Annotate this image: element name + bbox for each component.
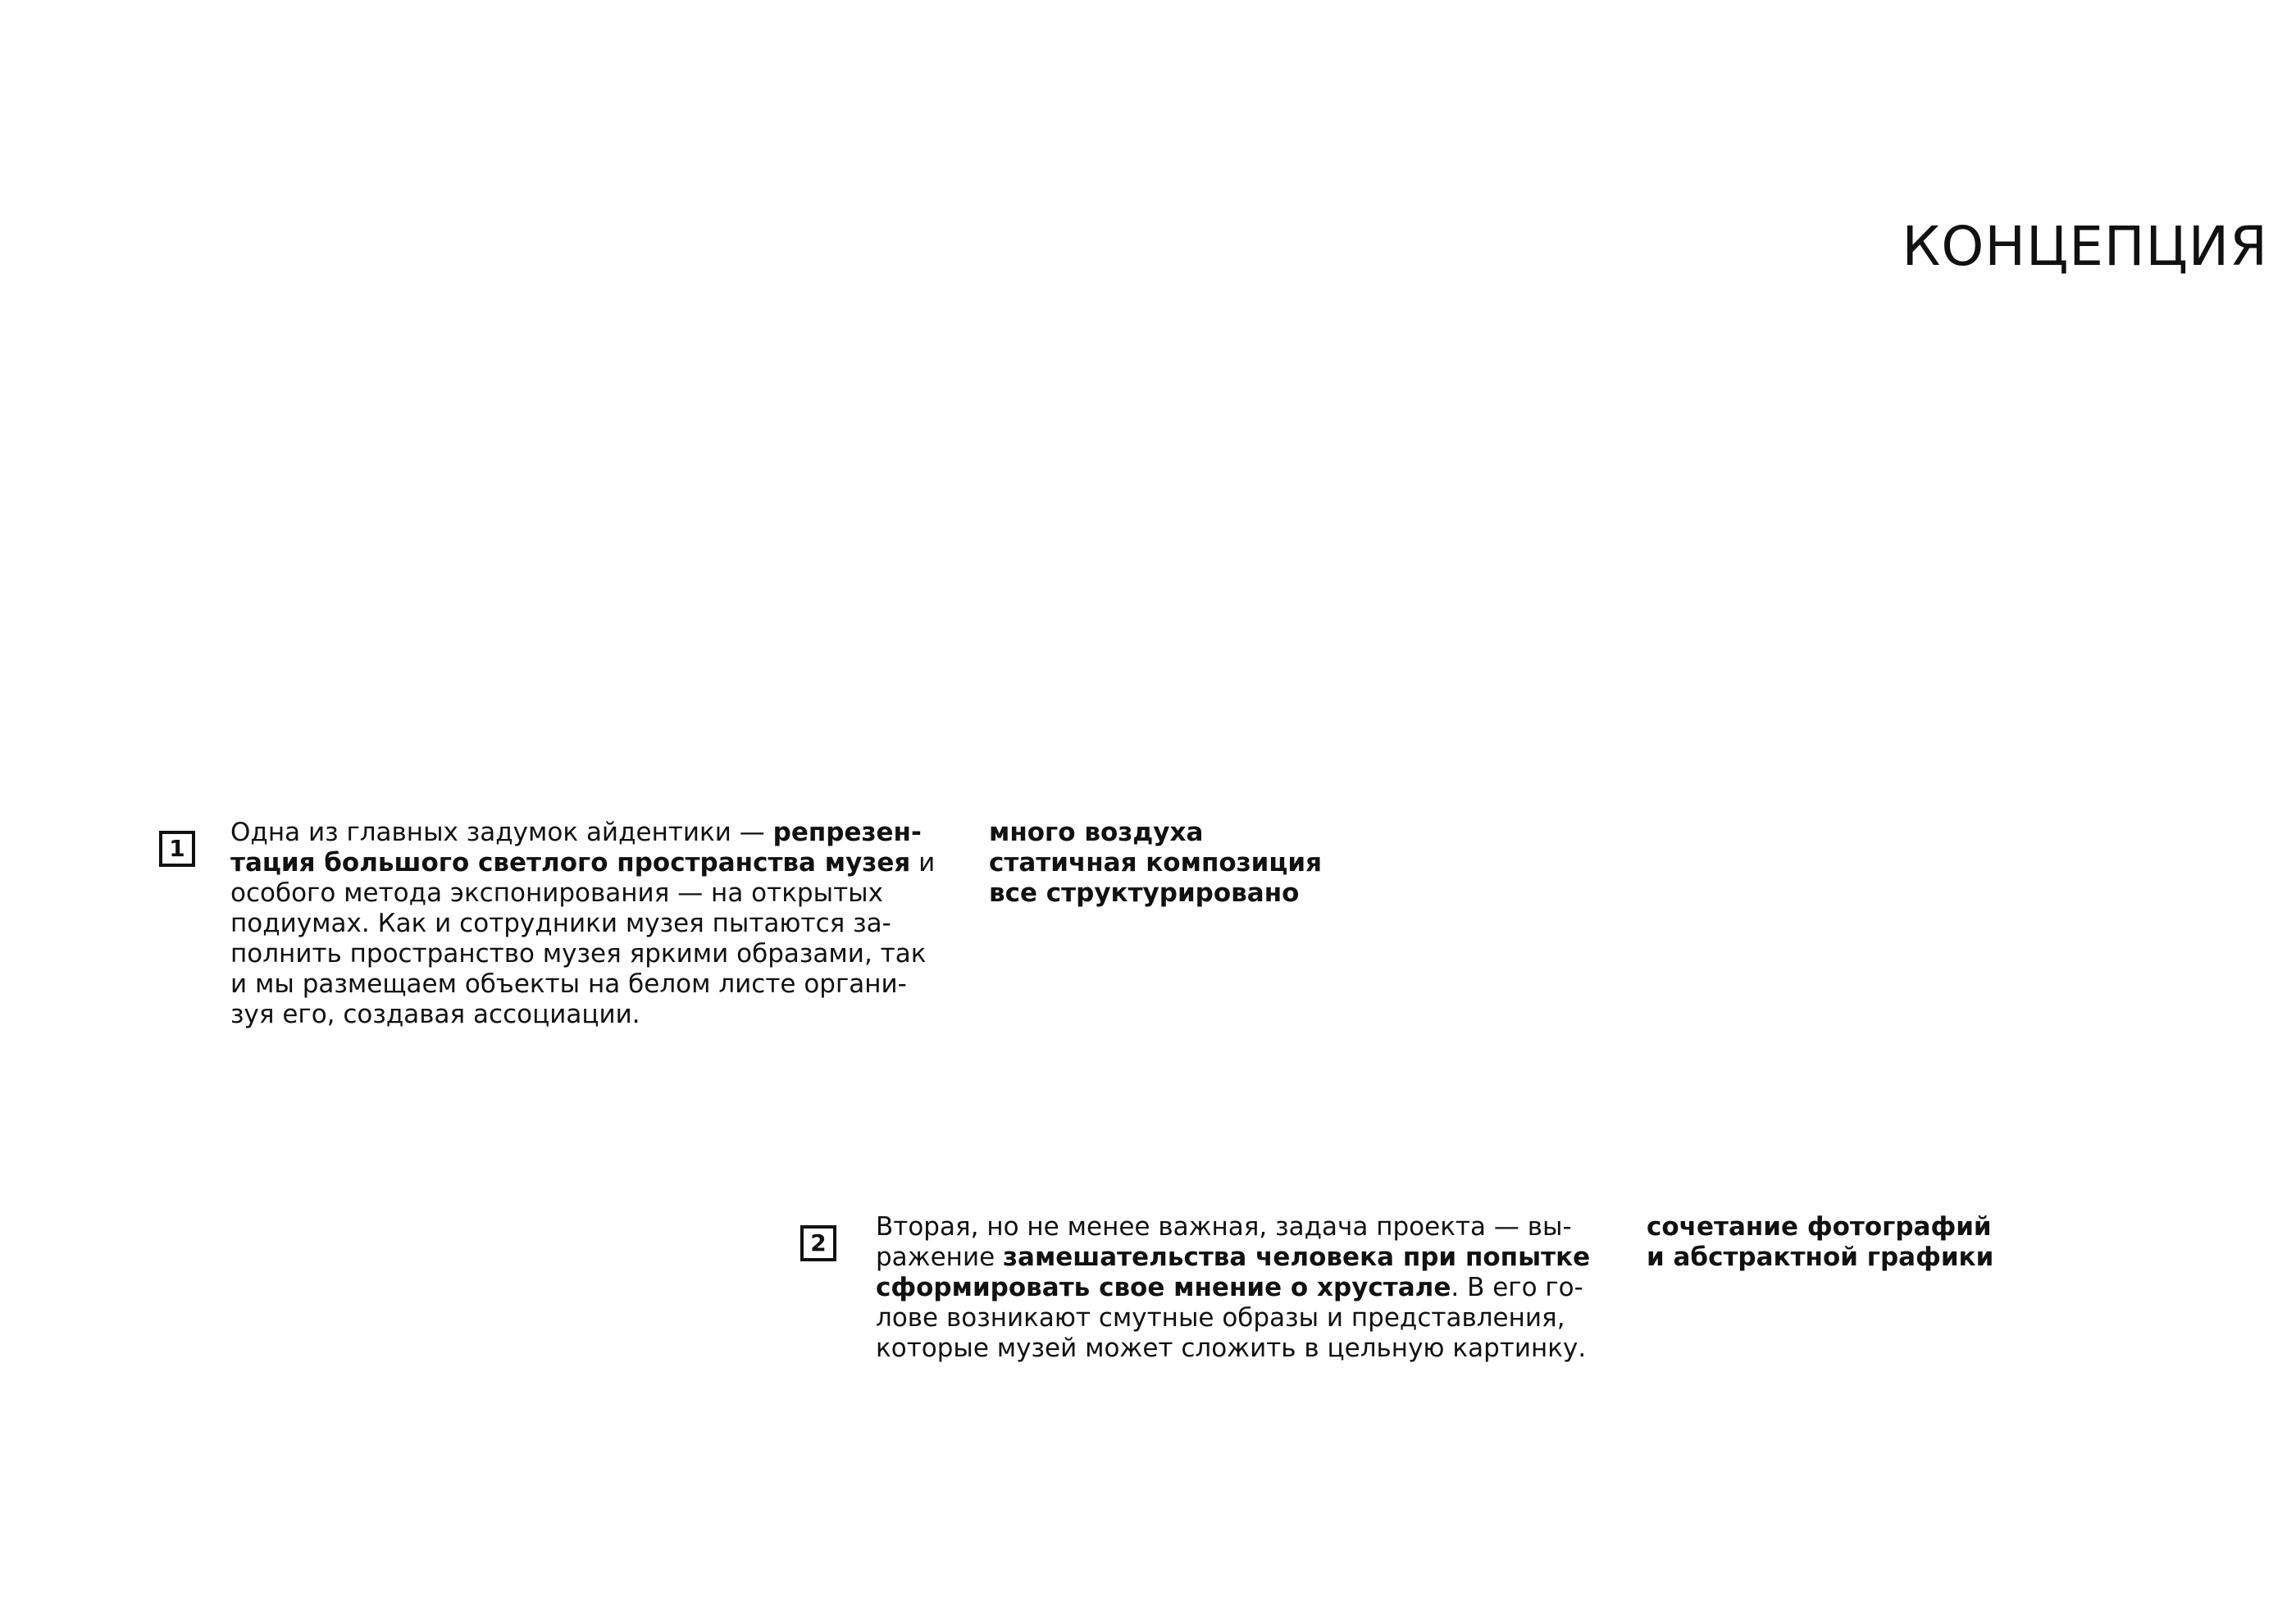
bold-text: тация большого светлого пространства музея xyxy=(230,848,911,878)
note-item: статичная композиция xyxy=(989,848,1322,878)
note-item: сочетание фотографий xyxy=(1647,1212,1992,1242)
paragraph-line xyxy=(230,878,935,909)
text-run: ражение xyxy=(876,1242,1004,1272)
paragraph-line xyxy=(876,1334,1590,1364)
note-item: и абстрактной графики xyxy=(1647,1242,1994,1272)
text-run: и мы размещаем объекты на белом листе органи- xyxy=(230,969,907,999)
section-number-label: 2 xyxy=(810,1229,827,1256)
text-run: подиумах. Как и сотрудники музея пытаются за- xyxy=(230,909,891,938)
section-number-label: 1 xyxy=(169,835,185,862)
paragraph-line xyxy=(230,1000,935,1030)
paragraph-line xyxy=(876,1273,1590,1303)
paragraph-line xyxy=(230,909,935,939)
paragraph-line xyxy=(230,969,935,1000)
section-2-paragraph xyxy=(876,1212,1590,1364)
section-1-notes xyxy=(989,818,1322,909)
paragraph-line xyxy=(230,939,935,969)
bold-text: замешательства человека при попытке xyxy=(1003,1242,1591,1272)
text-run: лове возникают смутные образы и представления, xyxy=(876,1303,1565,1333)
paragraph-line xyxy=(230,818,935,848)
note-item: все структурировано xyxy=(989,878,1300,908)
section-1-paragraph xyxy=(230,818,935,1030)
section-2-notes xyxy=(1647,1212,1993,1273)
paragraph-line xyxy=(876,1242,1590,1273)
text-run: . В его го- xyxy=(1451,1273,1583,1302)
text-run: Вторая, но не менее важная, задача проекта — вы- xyxy=(876,1212,1572,1242)
text-run: Одна из главных задумок айдентики — xyxy=(230,818,773,847)
text-run: зуя его, создавая ассоциации. xyxy=(230,1000,640,1029)
note-item: много воздуха xyxy=(989,818,1204,847)
text-run: и xyxy=(910,848,936,878)
section-number-1 xyxy=(159,831,195,867)
paragraph-line xyxy=(230,848,935,878)
text-run: полнить пространство музея яркими образами, так xyxy=(230,939,927,969)
section-number-2 xyxy=(800,1225,836,1261)
bold-text: репрезен- xyxy=(772,818,922,847)
paragraph-line xyxy=(876,1212,1590,1242)
paragraph-line xyxy=(876,1303,1590,1334)
page-title: КОНЦЕПЦИЯ xyxy=(1902,215,2268,278)
text-run: которые музей может сложить в цельную картинку. xyxy=(876,1334,1587,1363)
text-run: особого метода экспонирования — на открытых xyxy=(230,878,883,908)
bold-text: сформировать свое мнение о хрустале xyxy=(876,1273,1451,1302)
